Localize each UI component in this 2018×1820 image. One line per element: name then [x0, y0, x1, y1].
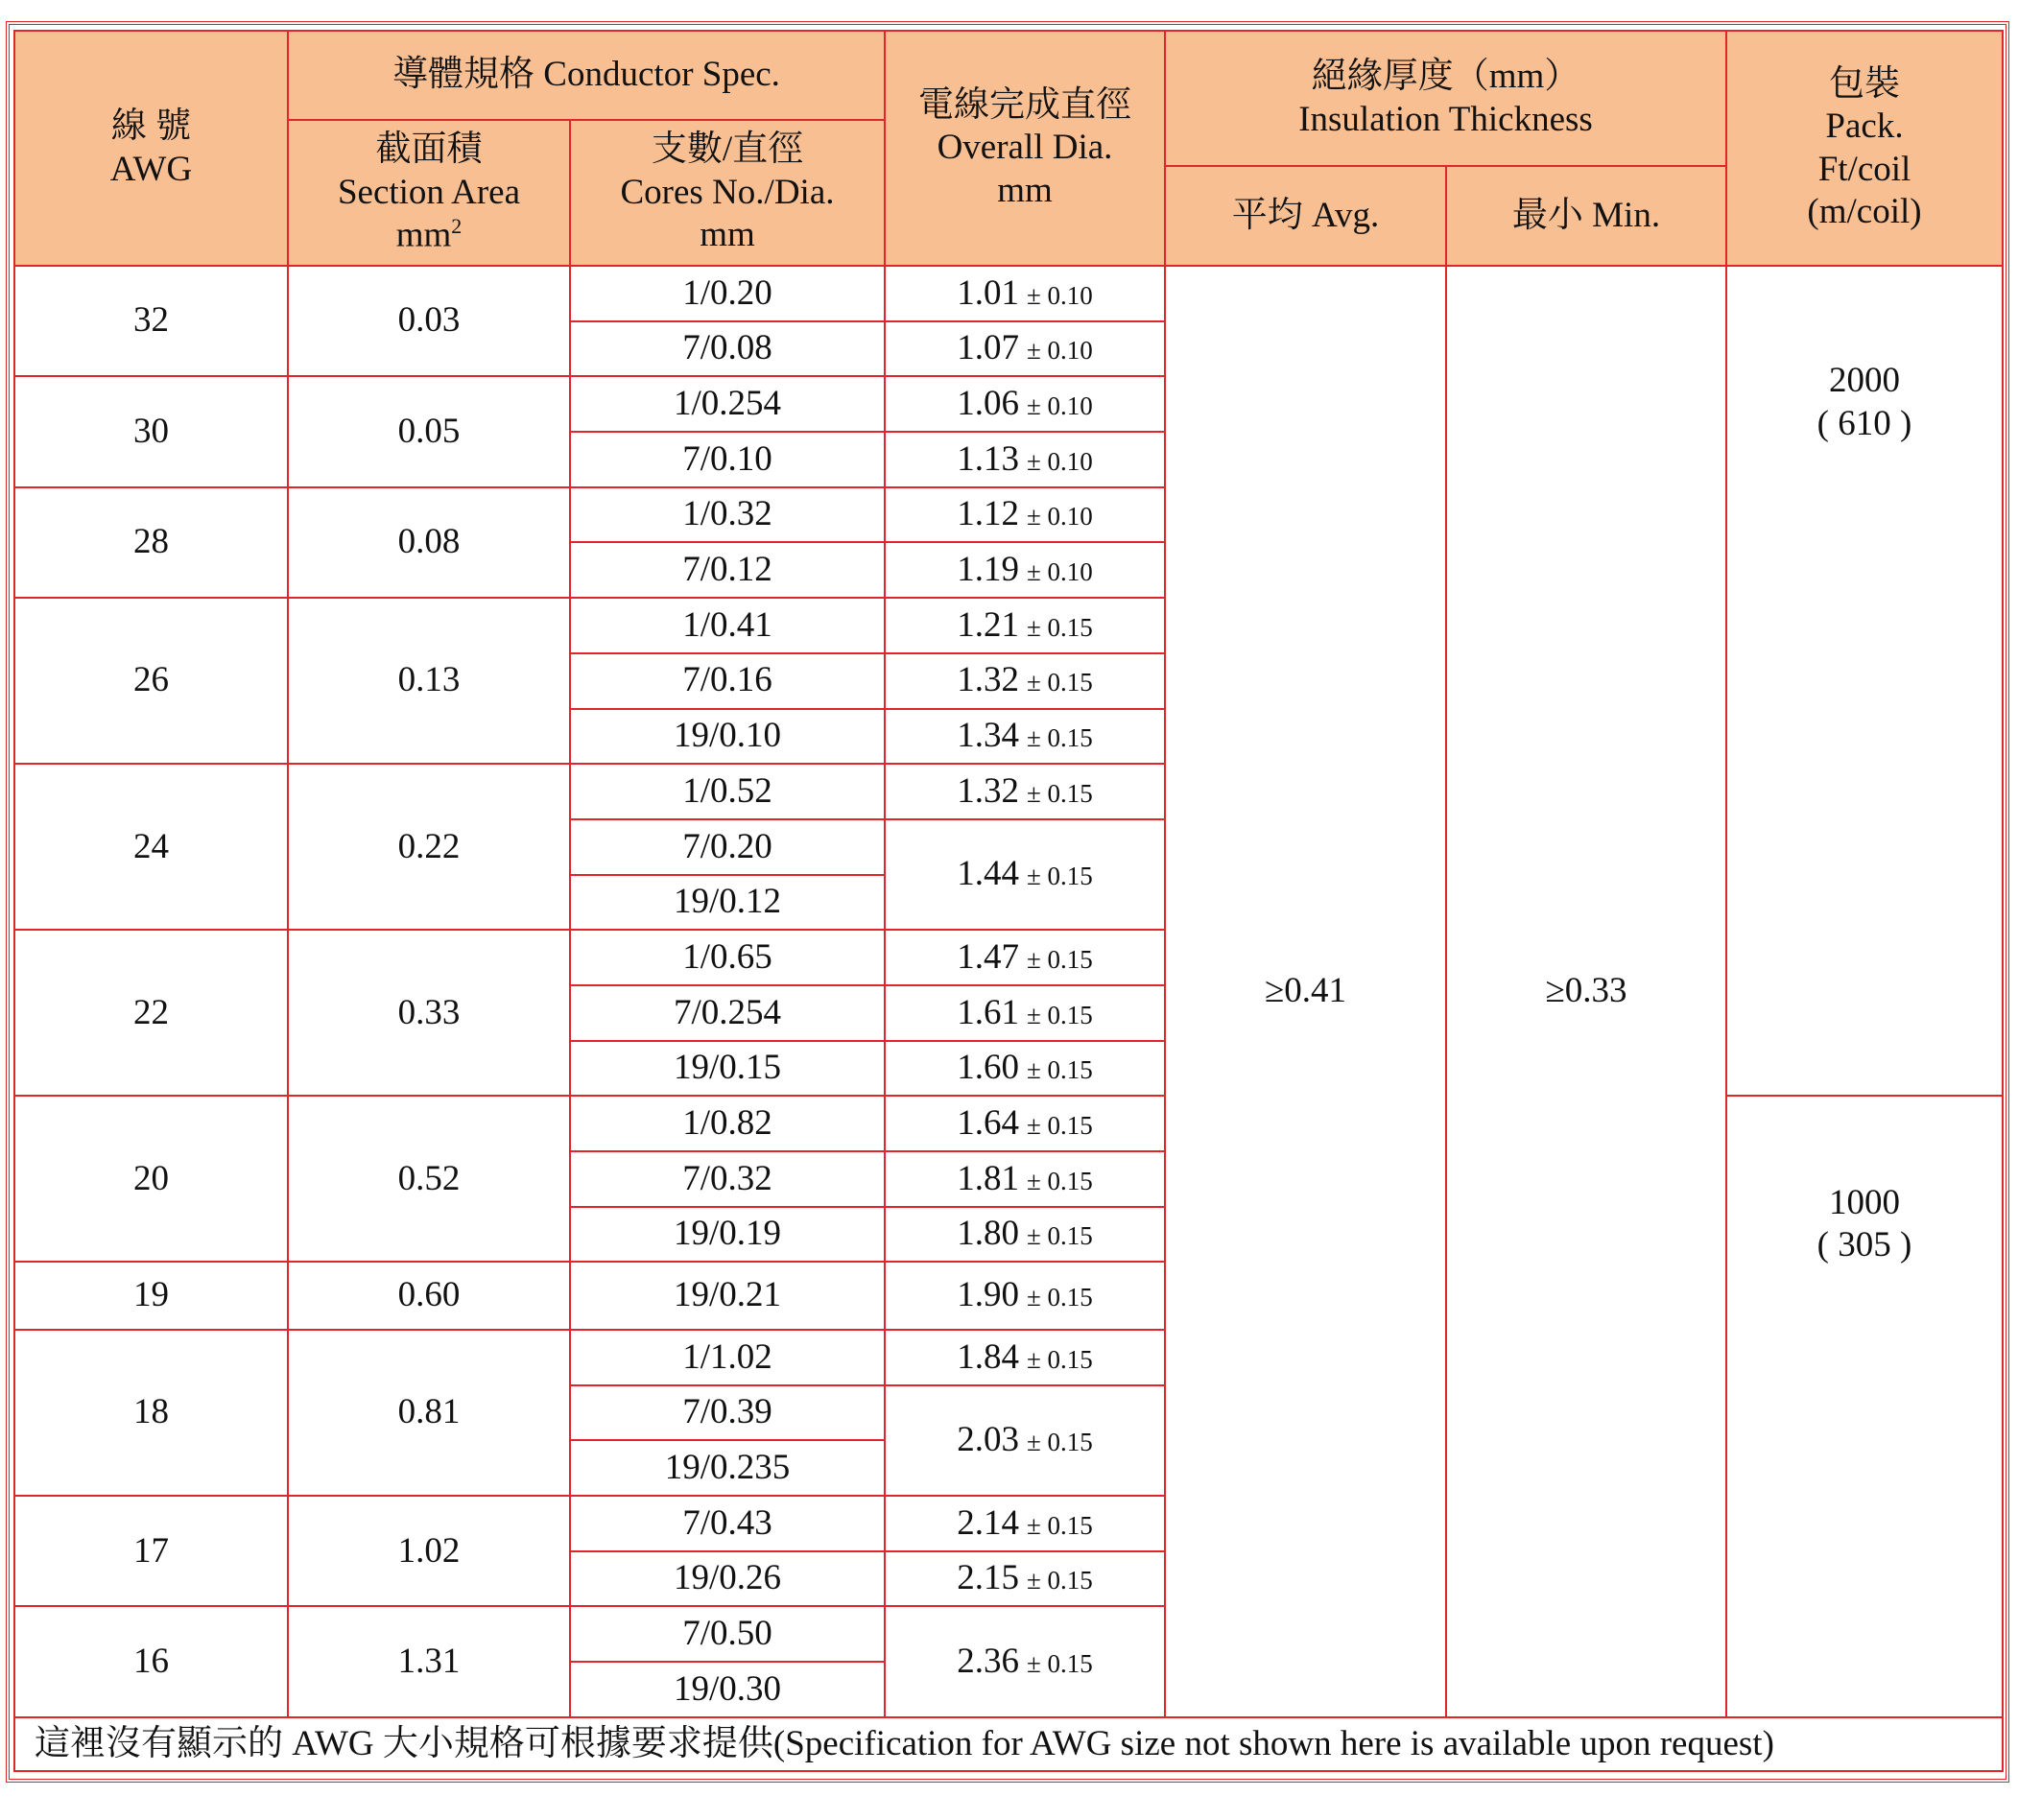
- overall-dia-cell: [885, 266, 1165, 321]
- cores-cell: 19/0.30: [570, 1662, 885, 1717]
- cores-cell: 1/0.41: [570, 598, 885, 653]
- section-area-cell: 0.81: [288, 1330, 570, 1496]
- overall-dia-cell: [885, 930, 1165, 985]
- header-cores-cn: 支數/直徑: [651, 130, 804, 170]
- header-pack-unit1: Ft/coil: [1817, 149, 1911, 189]
- header-cores-unit: mm: [700, 215, 755, 255]
- awg-cell: 22: [14, 930, 288, 1096]
- header-cores: [570, 120, 885, 266]
- cores-cell: 1/0.82: [570, 1096, 885, 1151]
- header-insulation-en: Insulation Thickness: [1298, 99, 1593, 139]
- section-unit-sup: 2: [451, 214, 463, 239]
- overall-dia-cell: [885, 709, 1165, 765]
- header-section-en: Section Area: [337, 172, 521, 212]
- cores-cell: 19/0.21: [570, 1262, 885, 1330]
- section-area-cell: 0.60: [288, 1262, 570, 1330]
- overall-dia-tolerance: ± 0.15: [1026, 1110, 1093, 1140]
- header-pack-unit2: (m/coil): [1807, 191, 1922, 231]
- overall-dia-tolerance: ± 0.15: [1026, 1055, 1093, 1085]
- header-insulation: [1165, 31, 1726, 166]
- awg-cell: 24: [14, 764, 288, 930]
- awg-cell: 17: [14, 1496, 288, 1606]
- overall-dia-tolerance: ± 0.10: [1026, 446, 1093, 476]
- overall-dia-cell: [885, 764, 1165, 819]
- overall-dia-value: 1.84: [957, 1336, 1019, 1377]
- overall-dia-value: 1.07: [957, 328, 1019, 368]
- header-overall-cn: 電線完成直徑: [918, 84, 1131, 125]
- insulation-min-cell: ≥0.33: [1446, 266, 1726, 1717]
- header-awg: [14, 31, 288, 266]
- overall-dia-cell: [885, 1385, 1165, 1496]
- header-avg: 平均 Avg.: [1165, 166, 1446, 266]
- overall-dia-cell: [885, 321, 1165, 377]
- overall-dia-value: 1.80: [957, 1214, 1019, 1254]
- section-area-cell: 0.13: [288, 598, 570, 764]
- section-area-cell: 0.03: [288, 266, 570, 376]
- overall-dia-tolerance: ± 0.10: [1026, 502, 1093, 532]
- header-awg-cn: 線 號: [110, 106, 192, 147]
- header-pack-cn: 包裝: [1829, 63, 1900, 104]
- cores-cell: 7/0.50: [570, 1606, 885, 1662]
- overall-dia-tolerance: ± 0.15: [1026, 1000, 1093, 1029]
- header-insulation-cn: 絕緣厚度（mm）: [1311, 57, 1580, 97]
- overall-dia-cell: [885, 985, 1165, 1041]
- overall-dia-cell: [885, 376, 1165, 432]
- cores-cell: 7/0.43: [570, 1496, 885, 1551]
- overall-dia-cell: [885, 1096, 1165, 1151]
- overall-dia-tolerance: ± 0.10: [1026, 391, 1093, 421]
- overall-dia-value: 1.12: [957, 494, 1019, 534]
- header-section-cn: 截面積: [375, 130, 483, 170]
- overall-dia-tolerance: ± 0.10: [1026, 336, 1093, 366]
- overall-dia-tolerance: ± 0.15: [1026, 1283, 1093, 1312]
- cores-cell: 1/1.02: [570, 1330, 885, 1385]
- cores-cell: 19/0.15: [570, 1041, 885, 1097]
- header-min: 最小 Min.: [1446, 166, 1726, 266]
- overall-dia-value: 1.47: [957, 936, 1019, 977]
- overall-dia-tolerance: ± 0.15: [1026, 778, 1093, 808]
- awg-cell: 32: [14, 266, 288, 376]
- header-section-area: [288, 120, 570, 266]
- overall-dia-cell: [885, 1330, 1165, 1385]
- cores-cell: 1/0.52: [570, 764, 885, 819]
- overall-dia-cell: [885, 1496, 1165, 1551]
- overall-dia-tolerance: ± 0.15: [1026, 1166, 1093, 1195]
- overall-dia-cell: [885, 653, 1165, 709]
- overall-dia-tolerance: ± 0.15: [1026, 1649, 1093, 1679]
- cores-cell: 7/0.10: [570, 432, 885, 487]
- table-body: [14, 266, 2003, 1717]
- cores-cell: 19/0.26: [570, 1551, 885, 1607]
- overall-dia-cell: [885, 432, 1165, 487]
- overall-dia-value: 1.64: [957, 1102, 1019, 1143]
- overall-dia-value: 1.44: [957, 854, 1019, 894]
- cores-cell: 7/0.12: [570, 542, 885, 598]
- footnote: 這裡沒有顯示的 AWG 大小規格可根據要求提供(Specification for AWG size not shown here is available upon request): [14, 1717, 2003, 1771]
- overall-dia-tolerance: ± 0.15: [1026, 862, 1093, 891]
- cores-cell: 19/0.10: [570, 709, 885, 765]
- overall-dia-tolerance: ± 0.15: [1026, 612, 1093, 642]
- awg-cell: 26: [14, 598, 288, 764]
- overall-dia-tolerance: ± 0.15: [1026, 1344, 1093, 1374]
- pack-value-m: ( 610 ): [1816, 403, 1912, 443]
- cores-cell: 7/0.20: [570, 819, 885, 875]
- awg-cell: 19: [14, 1262, 288, 1330]
- overall-dia-value: 2.03: [957, 1420, 1019, 1460]
- overall-dia-value: 1.13: [957, 438, 1019, 479]
- overall-dia-cell: [885, 1151, 1165, 1207]
- header-overall-en: Overall Dia.: [937, 128, 1113, 168]
- section-area-cell: 0.05: [288, 376, 570, 486]
- overall-dia-value: 1.21: [957, 604, 1019, 645]
- section-area-cell: 0.22: [288, 764, 570, 930]
- pack-cell: [1726, 1096, 2003, 1717]
- section-area-cell: 0.52: [288, 1096, 570, 1262]
- overall-dia-value: 1.60: [957, 1048, 1019, 1088]
- awg-cell: 16: [14, 1606, 288, 1717]
- table-row: [14, 266, 2003, 321]
- overall-dia-value: 1.34: [957, 716, 1019, 756]
- overall-dia-value: 1.01: [957, 272, 1019, 313]
- cores-cell: 19/0.235: [570, 1440, 885, 1496]
- overall-dia-cell: [885, 542, 1165, 598]
- cores-cell: 1/0.254: [570, 376, 885, 432]
- cores-cell: 19/0.12: [570, 875, 885, 931]
- overall-dia-cell: [885, 819, 1165, 930]
- overall-dia-tolerance: ± 0.15: [1026, 723, 1093, 753]
- pack-value-ft: 2000: [1829, 361, 1900, 401]
- insulation-avg-cell: ≥0.41: [1165, 266, 1446, 1717]
- cores-cell: 7/0.16: [570, 653, 885, 709]
- cores-cell: 1/0.20: [570, 266, 885, 321]
- overall-dia-value: 1.32: [957, 660, 1019, 700]
- overall-dia-tolerance: ± 0.15: [1026, 1221, 1093, 1251]
- overall-dia-value: 1.61: [957, 992, 1019, 1032]
- header-awg-en: AWG: [109, 149, 193, 189]
- overall-dia-cell: [885, 598, 1165, 653]
- section-area-cell: 0.33: [288, 930, 570, 1096]
- overall-dia-tolerance: ± 0.15: [1026, 1428, 1093, 1457]
- overall-dia-cell: [885, 1207, 1165, 1263]
- awg-cell: 28: [14, 487, 288, 598]
- awg-cell: 30: [14, 376, 288, 486]
- overall-dia-tolerance: ± 0.10: [1026, 280, 1093, 310]
- overall-dia-value: 2.36: [957, 1642, 1019, 1682]
- overall-dia-tolerance: ± 0.15: [1026, 944, 1093, 974]
- overall-dia-cell: [885, 487, 1165, 543]
- cores-cell: 7/0.39: [570, 1385, 885, 1441]
- overall-dia-value: 2.15: [957, 1558, 1019, 1598]
- header-pack: [1726, 31, 2003, 266]
- section-area-cell: 1.31: [288, 1606, 570, 1717]
- cores-cell: 7/0.32: [570, 1151, 885, 1207]
- overall-dia-value: 1.81: [957, 1158, 1019, 1198]
- pack-value-ft: 1000: [1829, 1182, 1900, 1222]
- overall-dia-value: 2.14: [957, 1502, 1019, 1543]
- section-area-cell: 0.08: [288, 487, 570, 598]
- header-overall-dia: [885, 31, 1165, 266]
- overall-dia-tolerance: ± 0.15: [1026, 668, 1093, 697]
- overall-dia-value: 1.19: [957, 550, 1019, 590]
- overall-dia-tolerance: ± 0.15: [1026, 1510, 1093, 1540]
- overall-dia-value: 1.90: [957, 1275, 1019, 1315]
- overall-dia-value: 1.06: [957, 384, 1019, 424]
- header-overall-unit: mm: [997, 170, 1053, 210]
- awg-cell: 18: [14, 1330, 288, 1496]
- cores-cell: 19/0.19: [570, 1207, 885, 1263]
- overall-dia-cell: [885, 1606, 1165, 1717]
- overall-dia-tolerance: ± 0.10: [1026, 557, 1093, 587]
- overall-dia-cell: [885, 1551, 1165, 1607]
- cores-cell: 1/0.65: [570, 930, 885, 985]
- cores-cell: 7/0.08: [570, 321, 885, 377]
- header-conductor: 導體規格 Conductor Spec.: [288, 31, 885, 120]
- header-pack-en: Pack.: [1825, 106, 1904, 147]
- header-section-unit: [289, 214, 569, 257]
- awg-cell: 20: [14, 1096, 288, 1262]
- overall-dia-cell: [885, 1262, 1165, 1330]
- cores-cell: 1/0.32: [570, 487, 885, 543]
- pack-value-m: ( 305 ): [1816, 1225, 1912, 1265]
- overall-dia-value: 1.32: [957, 770, 1019, 811]
- awg-spec-table: [13, 30, 2004, 1772]
- section-area-cell: 1.02: [288, 1496, 570, 1606]
- overall-dia-tolerance: ± 0.15: [1026, 1566, 1093, 1595]
- header-cores-en: Cores No./Dia.: [620, 172, 835, 212]
- overall-dia-cell: [885, 1041, 1165, 1097]
- section-unit-base: mm: [395, 215, 452, 255]
- cores-cell: 7/0.254: [570, 985, 885, 1041]
- pack-cell: [1726, 266, 2003, 1096]
